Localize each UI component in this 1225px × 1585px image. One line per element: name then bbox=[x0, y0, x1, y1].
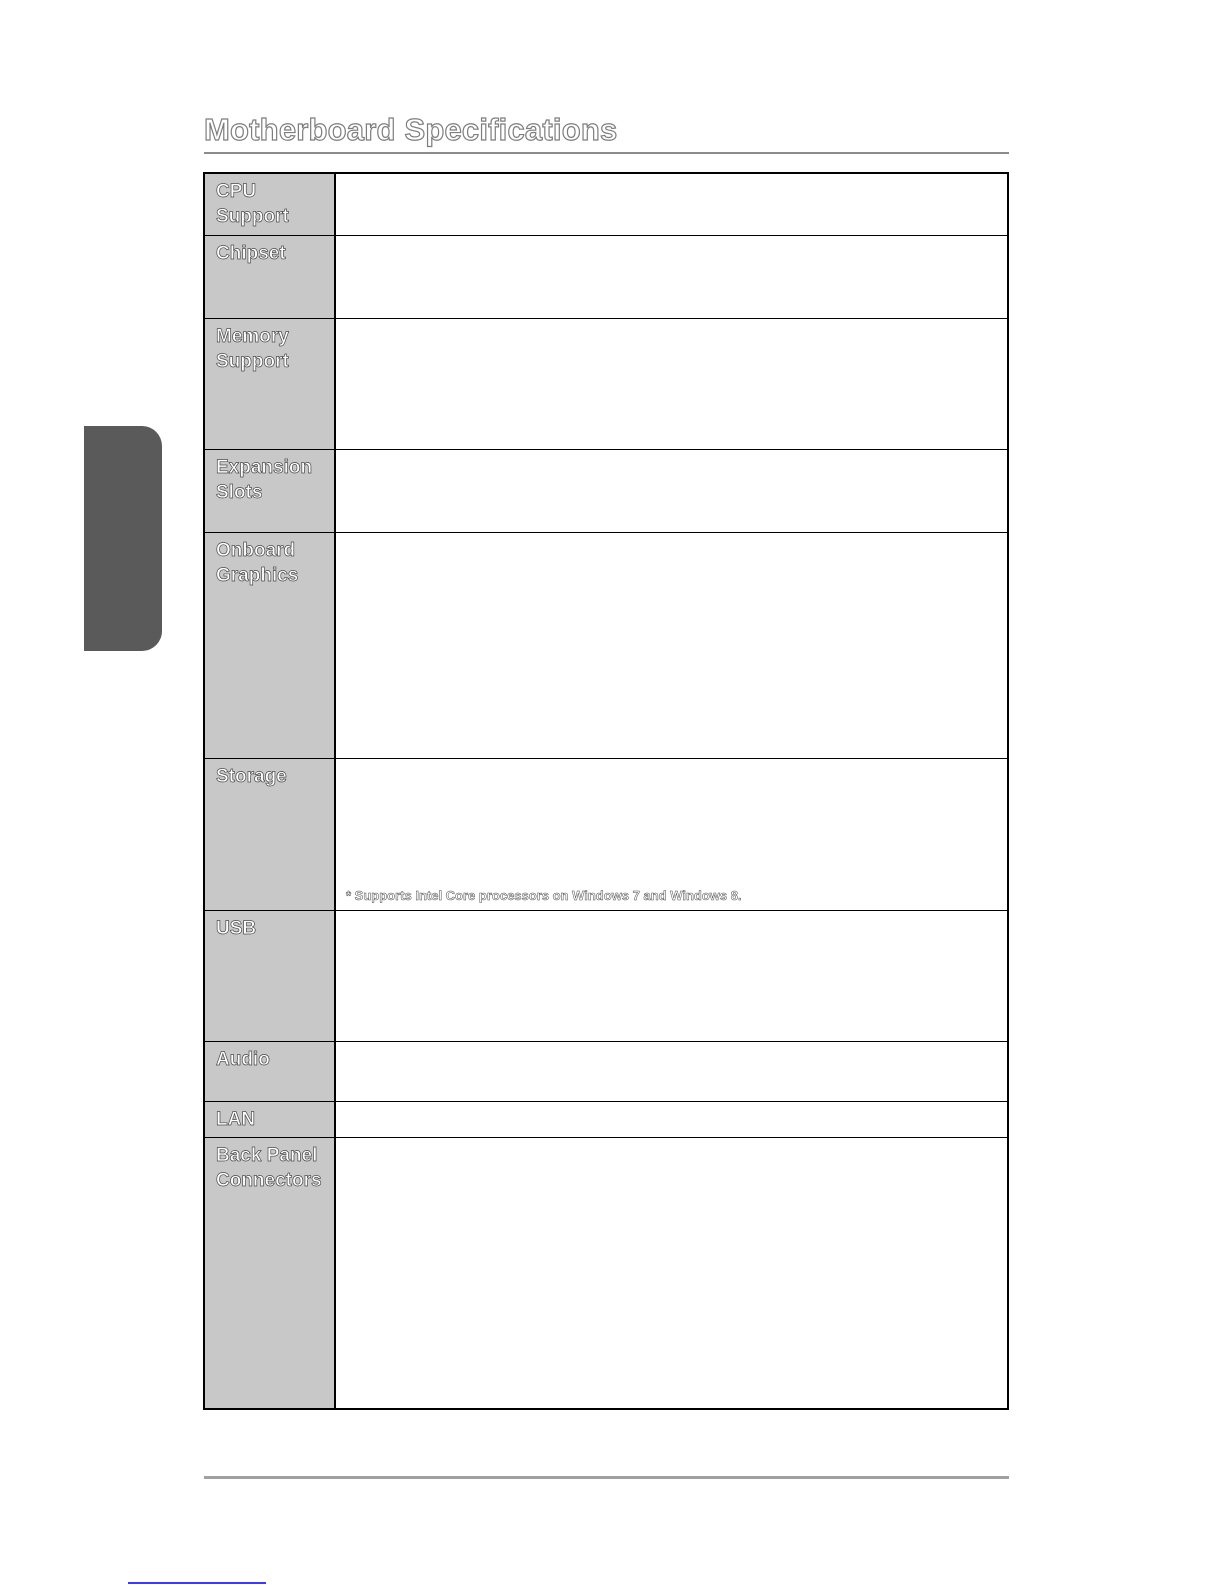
spec-value bbox=[336, 1042, 1007, 1101]
bottom-edge-mark bbox=[128, 1582, 266, 1584]
footer-divider bbox=[204, 1476, 1009, 1479]
spec-label: Back Panel Connectors bbox=[205, 1138, 336, 1408]
storage-footnote: * Supports Intel Core processors on Windows 7 and Windows 8. bbox=[346, 888, 742, 903]
chapter-side-tab bbox=[84, 426, 162, 651]
spec-value bbox=[336, 450, 1007, 532]
spec-row-usb bbox=[205, 911, 1007, 1042]
spec-row-lan bbox=[205, 1102, 1007, 1138]
spec-label: Expansion Slots bbox=[205, 450, 336, 532]
spec-row-back-panel-connectors bbox=[205, 1138, 1007, 1408]
spec-row-memory-support bbox=[205, 319, 1007, 450]
page-title: Motherboard Specifications bbox=[204, 112, 618, 147]
spec-label: Onboard Graphics bbox=[205, 533, 336, 758]
spec-value bbox=[336, 319, 1007, 449]
spec-label: Storage bbox=[205, 759, 336, 910]
spec-label: LAN bbox=[205, 1102, 336, 1137]
spec-row-expansion-slots bbox=[205, 450, 1007, 533]
spec-row-chipset bbox=[205, 236, 1007, 319]
spec-value bbox=[336, 1138, 1007, 1408]
spec-value bbox=[336, 1102, 1007, 1137]
spec-value bbox=[336, 911, 1007, 1041]
spec-value bbox=[336, 236, 1007, 318]
title-divider bbox=[204, 152, 1009, 154]
spec-value bbox=[336, 533, 1007, 758]
spec-label: CPU Support bbox=[205, 174, 336, 235]
spec-row-audio bbox=[205, 1042, 1007, 1102]
spec-row-storage bbox=[205, 759, 1007, 911]
spec-value bbox=[336, 759, 1007, 910]
spec-row-onboard-graphics bbox=[205, 533, 1007, 759]
spec-label: Audio bbox=[205, 1042, 336, 1101]
spec-label: USB bbox=[205, 911, 336, 1041]
spec-row-cpu-support bbox=[205, 174, 1007, 236]
spec-value bbox=[336, 174, 1007, 235]
spec-label: Chipset bbox=[205, 236, 336, 318]
spec-label: Memory Support bbox=[205, 319, 336, 449]
specifications-table bbox=[203, 172, 1009, 1410]
